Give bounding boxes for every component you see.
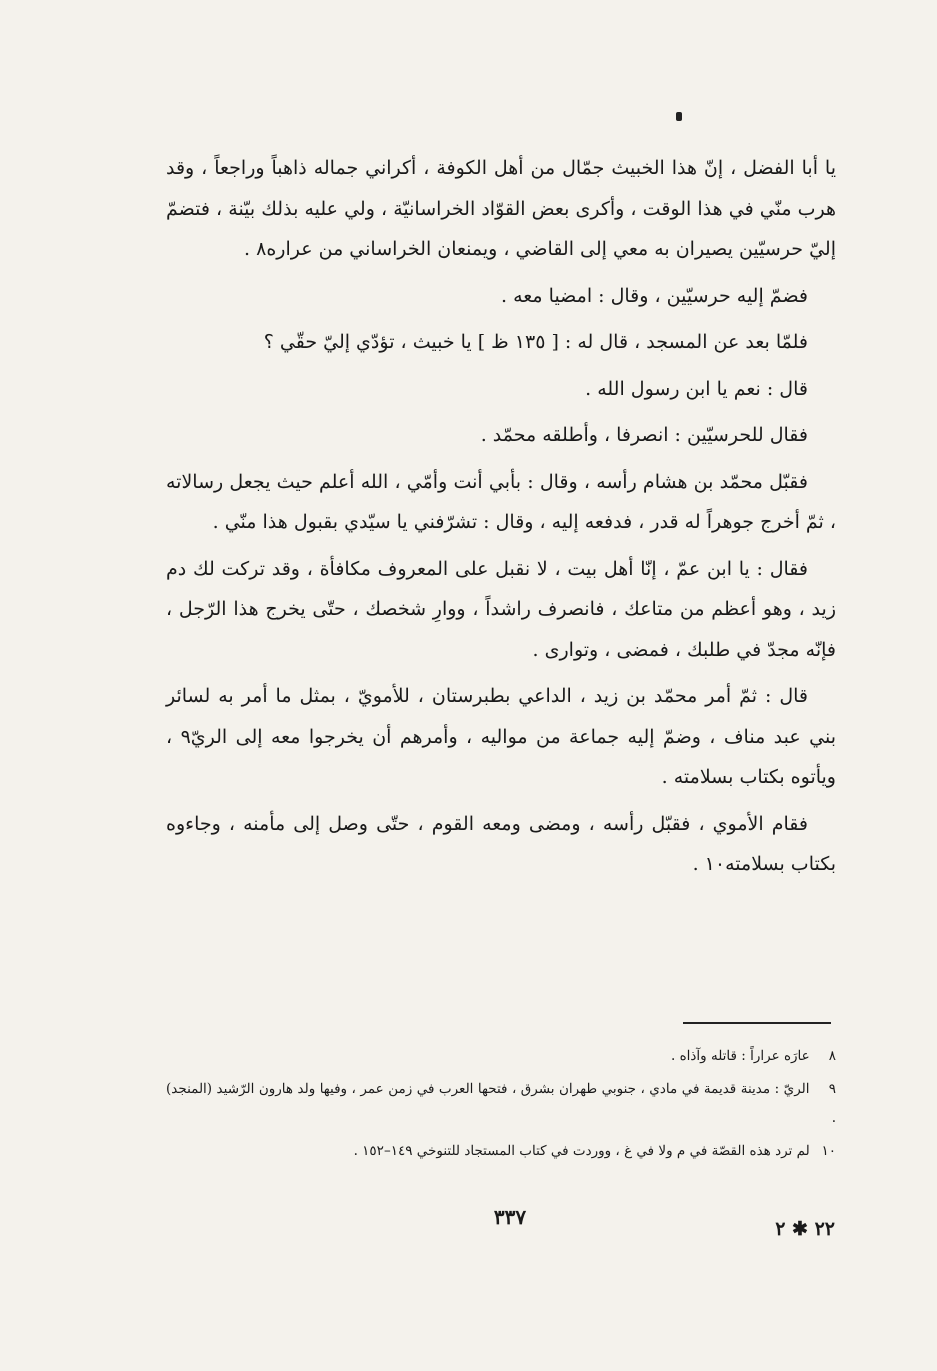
paragraph: قال : نعم يا ابن رسول الله . xyxy=(585,377,808,400)
paragraph: يا أبا الفضل ، إنّ هذا الخبيث جمّال من أهل الكوفة ، أكراني جماله ذاهباً وراجعاً ، وقد هرب منّي في هذا الوقت ، وأكرى بعض القوّاد الخراسانيّة ، ولي عليه بذلك بيّنة ، فتضمّ إليّ حرسيّين يصيران به معي إلى القاضي ، ويمنعان الخراساني من عراره٨ . xyxy=(166,157,836,260)
paragraph: فقام الأموي ، فقبّل رأسه ، ومضى ومعه القوم ، حتّى وصل إلى مأمنه ، وجاءوه بكتاب بسلامته١٠ . xyxy=(166,812,836,875)
footnotes xyxy=(166,1042,836,1170)
footnote xyxy=(166,1042,836,1071)
footnote-number: ٩ xyxy=(828,1081,836,1097)
footnote-text: الريّ : مدينة قديمة في مادي ، جنوبي طهران بشرق ، فتحها العرب في زمن عمر ، وفيها ولد هارون الرّشيد (المنجد) . xyxy=(166,1081,836,1126)
main-text xyxy=(166,148,836,891)
footnote-text: عارَه عراراً : قاتله وآذاه . xyxy=(670,1048,810,1064)
paragraph: فقال : يا ابن عمّ ، إنّا أهل بيت ، لا نقبل على المعروف مكافأة ، وقد تركت لك دم زيد ، وهو أعظم من متاعك ، فانصرف راشداً ، ووارِ شخصك ، حتّى يخرج هذا الرّجل ، فإنّه مجدّ في طلبك ، فمضى ، وتوارى . xyxy=(166,557,836,661)
paragraph: قال : ثمّ أمر محمّد بن زيد ، الداعي بطبرستان ، للأمويّ ، بمثل ما أمر به لسائر بني عبد مناف ، وضمّ إليه جماعة من مواليه ، وأمرهم أن يخرجوا معه إلى الريّ٩ ، ويأتوه بكتاب بسلامته . xyxy=(166,685,836,788)
footnote-number: ١٠ xyxy=(821,1143,836,1159)
page-number: ٣٣٧ xyxy=(493,1205,527,1229)
footnote-text: لم ترد هذه القصّة في م ولا في غ ، ووردت في كتاب المستجاد للتنوخي ١٤٩–١٥٢ . xyxy=(353,1143,810,1159)
footnote-separator xyxy=(683,1022,831,1024)
signature-mark: ٢٢ ✱ ٢ xyxy=(775,1218,835,1240)
footnote xyxy=(166,1137,836,1166)
ink-mark xyxy=(676,112,682,121)
paragraph: فقبّل محمّد بن هشام رأسه ، وقال : بأبي أنت وأمّي ، الله أعلم حيث يجعل رسالاته ، ثمّ أخرج جوهراً له قدر ، فدفعه إليه ، وقال : تشرّفني يا سيّدي بقبول هذا منّي . xyxy=(166,470,836,533)
paragraph: فقال للحرسيّين : انصرفا ، وأطلقه محمّد . xyxy=(480,424,808,446)
paragraph: فضمّ إليه حرسيّين ، وقال : امضيا معه . xyxy=(501,284,808,307)
footnote xyxy=(166,1075,836,1133)
paragraph: فلمّا بعد عن المسجد ، قال له : [ ١٣٥ ظ ] يا خبيث ، تؤدّي إليّ حقّي ؟ xyxy=(263,331,808,353)
footnote-number: ٨ xyxy=(828,1048,836,1064)
